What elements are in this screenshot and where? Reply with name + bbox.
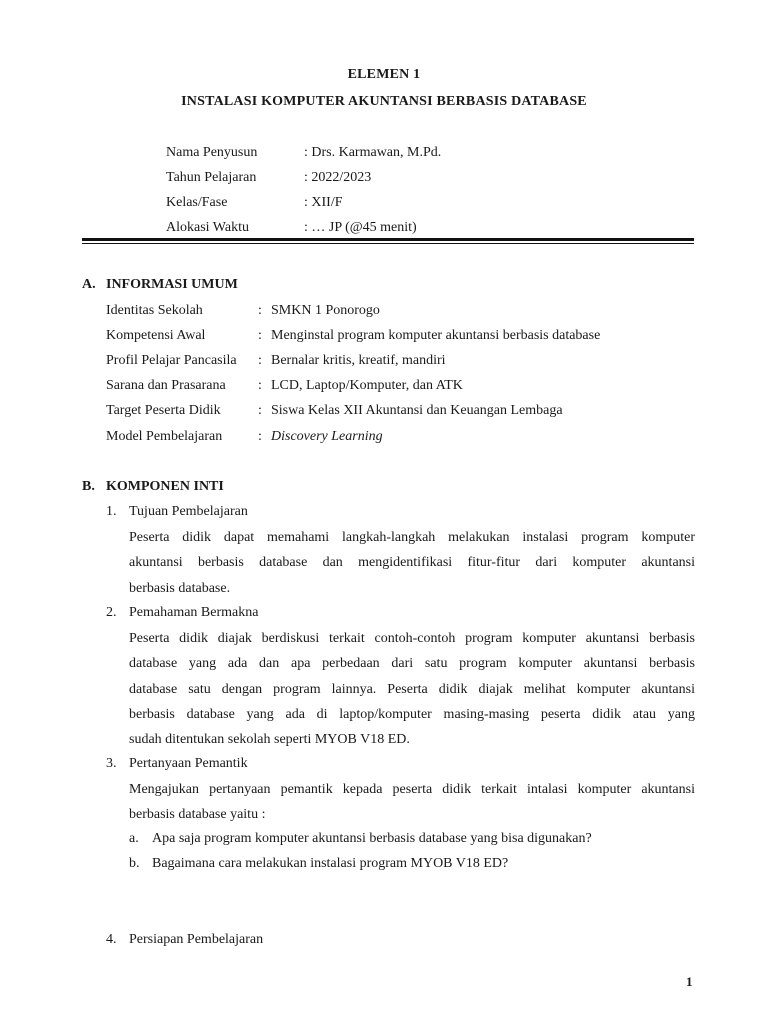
item-number: 2. <box>106 605 117 620</box>
info-colon: : <box>258 328 262 343</box>
item-number: 4. <box>106 932 117 947</box>
paragraph-objectives <box>129 525 695 601</box>
info-value: Siswa Kelas XII Akuntansi dan Keuangan Lembaga <box>271 403 563 418</box>
paragraph-meaning <box>129 626 695 752</box>
sub-text: Bagaimana cara melakukan instalasi program MYOB V18 ED? <box>152 856 509 871</box>
info-value: Menginstal program komputer akuntansi berbasis database <box>271 328 601 343</box>
paragraph-line: Mengajukan pertanyaan pemantik kepada peserta didik terkait intalasi komputer akuntansi <box>129 782 695 797</box>
info-label: Model Pembelajaran <box>106 429 223 444</box>
paragraph-line: database yang ada dan apa perbedaan dari satu program komputer akuntansi berbasis <box>129 656 695 672</box>
info-label: Identitas Sekolah <box>106 303 203 318</box>
paragraph-line: berbasis database yaitu : <box>129 807 266 823</box>
info-colon: : <box>258 303 262 318</box>
meta-value: : … JP (@45 menit) <box>304 220 417 235</box>
meta-label: Alokasi Waktu <box>166 220 249 235</box>
item-title: Pemahaman Bermakna <box>129 605 259 620</box>
paragraph-line: sudah ditentukan sekolah seperti MYOB V18 ED. <box>129 732 410 748</box>
page-number: 1 <box>686 974 693 989</box>
document-title: INSTALASI KOMPUTER AKUNTANSI BERBASIS DATABASE <box>181 94 587 109</box>
info-colon: : <box>258 403 262 418</box>
info-value: Discovery Learning <box>271 429 383 444</box>
section-letter: B. <box>82 479 95 494</box>
info-value: Bernalar kritis, kreatif, mandiri <box>271 353 446 368</box>
item-number: 1. <box>106 504 117 519</box>
divider-thin <box>82 243 694 244</box>
item-title: Persiapan Pembelajaran <box>129 932 264 947</box>
section-letter: A. <box>82 277 96 292</box>
meta-value: : 2022/2023 <box>304 170 372 185</box>
paragraph-line: akuntansi berbasis database dan mengidentifikasi fitur-fitur dari komputer akuntansi <box>129 555 695 571</box>
section-title: INFORMASI UMUM <box>106 277 238 292</box>
info-label: Profil Pelajar Pancasila <box>106 353 237 368</box>
sub-text: Apa saja program komputer akuntansi berbasis database yang bisa digunakan? <box>152 831 592 846</box>
element-heading: ELEMEN 1 <box>347 67 421 82</box>
paragraph-line: database satu dengan program lainnya. Peserta didik diajak melihat komputer akuntansi <box>129 681 695 697</box>
item-title: Tujuan Pembelajaran <box>129 504 248 519</box>
paragraph-line: berbasis database yang ada di laptop/komputer masing-masing peserta didik atau yang <box>129 706 695 722</box>
info-label: Kompetensi Awal <box>106 328 206 343</box>
paragraph-line: berbasis database. <box>129 580 231 596</box>
info-colon: : <box>258 353 262 368</box>
sub-marker: a. <box>129 831 139 846</box>
paragraph-line: Peserta didik dapat memahami langkah-langkah melakukan instalasi program komputer <box>129 530 695 545</box>
divider-thick <box>82 238 694 241</box>
info-colon: : <box>258 429 262 444</box>
paragraph-line: Peserta didik diajak berdiskusi terkait contoh-contoh program komputer akuntansi berbasis <box>129 631 695 646</box>
meta-value: : XII/F <box>304 195 343 210</box>
meta-label: Tahun Pelajaran <box>166 170 257 185</box>
section-title: KOMPONEN INTI <box>106 479 224 494</box>
info-colon: : <box>258 378 262 393</box>
item-number: 3. <box>106 756 117 771</box>
meta-value: : Drs. Karmawan, M.Pd. <box>304 145 442 160</box>
meta-label: Kelas/Fase <box>166 195 228 210</box>
meta-label: Nama Penyusun <box>166 145 258 160</box>
info-label: Sarana dan Prasarana <box>106 378 226 393</box>
item-title: Pertanyaan Pemantik <box>129 756 248 771</box>
sub-marker: b. <box>129 856 140 871</box>
paragraph-questions <box>129 777 695 828</box>
info-value: LCD, Laptop/Komputer, dan ATK <box>271 378 463 393</box>
info-label: Target Peserta Didik <box>106 403 221 418</box>
info-value: SMKN 1 Ponorogo <box>271 303 380 318</box>
